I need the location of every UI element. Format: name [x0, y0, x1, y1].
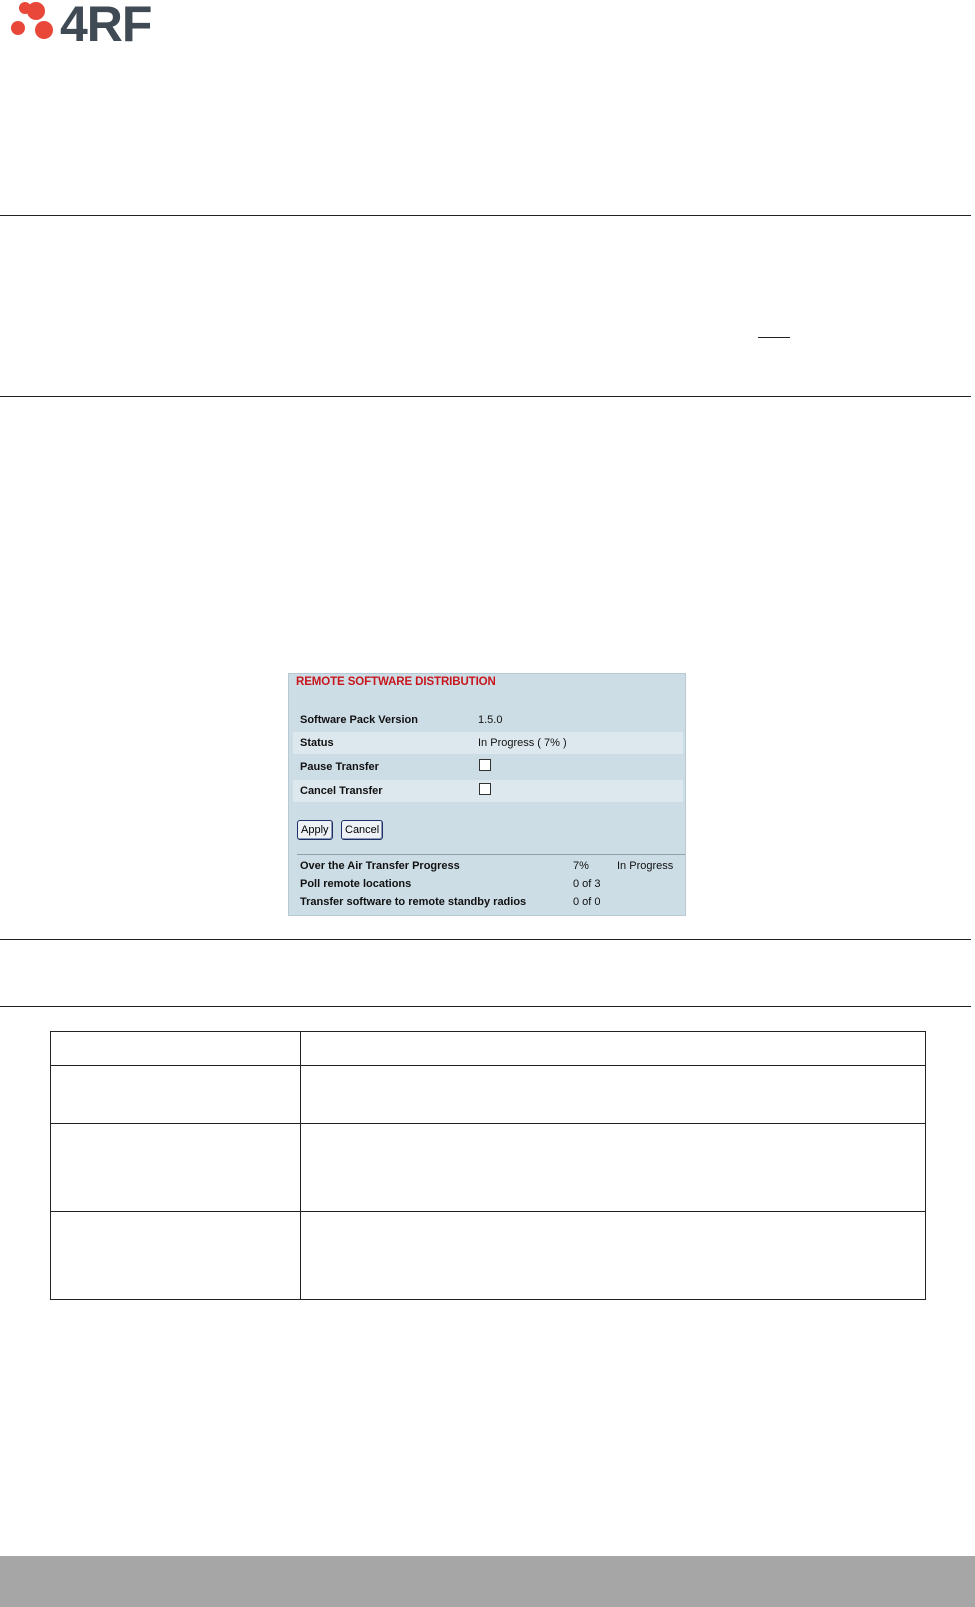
row-label: Status [300, 737, 334, 749]
divider [0, 215, 971, 216]
divider [0, 396, 971, 397]
table-cell [51, 1124, 301, 1212]
progress-label: Over the Air Transfer Progress [300, 860, 460, 872]
logo-text: 4RF [60, 0, 152, 46]
row-value: In Progress ( 7% ) [478, 737, 567, 749]
table-cell [301, 1066, 926, 1124]
table-cell [301, 1124, 926, 1212]
apply-button[interactable]: Apply [297, 820, 333, 840]
page-footer [0, 1556, 975, 1607]
table-cell [301, 1212, 926, 1300]
progress-label: Poll remote locations [300, 878, 412, 890]
progress-value: 7% [573, 860, 589, 872]
divider [758, 337, 790, 338]
row-label: Software Pack Version [300, 714, 418, 726]
progress-state: In Progress [617, 860, 674, 872]
cancel-transfer-checkbox[interactable] [479, 783, 491, 795]
divider [297, 854, 685, 855]
4rf-logo [8, 0, 183, 46]
row-label: Pause Transfer [300, 761, 379, 773]
table-cell [51, 1066, 301, 1124]
table-row [51, 1066, 926, 1124]
pause-transfer-checkbox[interactable] [479, 759, 491, 771]
divider [0, 939, 971, 940]
divider [0, 1006, 971, 1007]
parameter-table [50, 1031, 926, 1300]
table-cell [51, 1212, 301, 1300]
table-row [51, 1124, 926, 1212]
remote-software-distribution-panel [288, 673, 686, 916]
progress-value: 0 of 3 [573, 878, 601, 890]
progress-value: 0 of 0 [573, 896, 601, 908]
row-value: 1.5.0 [478, 714, 503, 726]
table-row [51, 1212, 926, 1300]
software-pack-version-row [293, 709, 683, 731]
pause-transfer-row [293, 756, 683, 778]
table-header-row [51, 1032, 926, 1066]
status-row [293, 732, 683, 754]
row-label: Cancel Transfer [300, 785, 383, 797]
progress-label: Transfer software to remote standby radios [300, 896, 527, 908]
cancel-transfer-row [293, 780, 683, 802]
panel-title: REMOTE SOFTWARE DISTRIBUTION [296, 676, 496, 688]
table-cell [301, 1032, 926, 1066]
table-cell [51, 1032, 301, 1066]
cancel-button[interactable]: Cancel [341, 820, 383, 840]
